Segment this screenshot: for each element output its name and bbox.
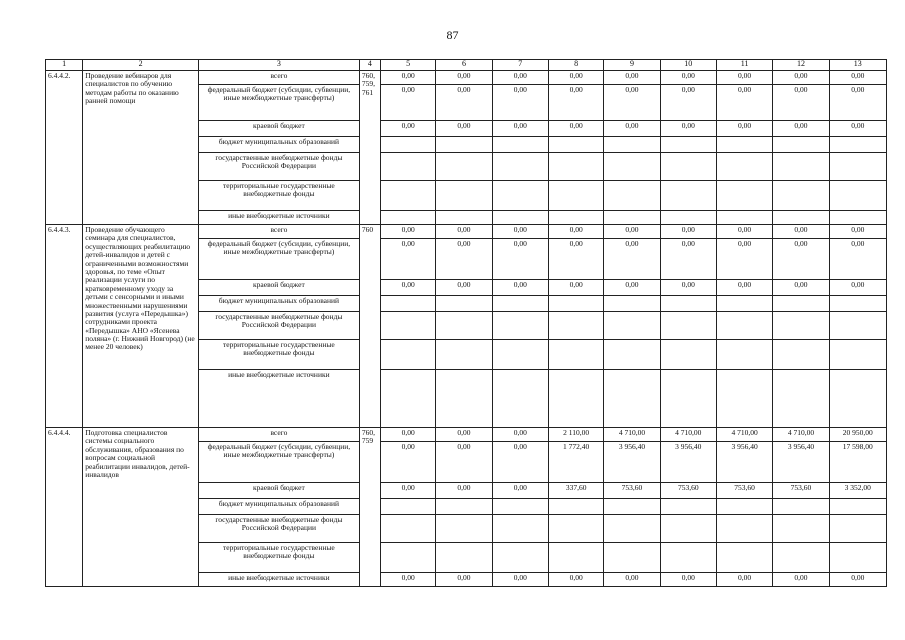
- amount-cell: [548, 340, 603, 370]
- amount-cell: [829, 153, 886, 181]
- amount-cell: 3 956,40: [604, 442, 660, 483]
- funding-source-label: всего: [198, 428, 359, 442]
- amount-cell: 753,60: [660, 483, 716, 499]
- amount-cell: 0,00: [548, 85, 603, 121]
- amount-cell: [380, 312, 435, 340]
- amount-cell: [716, 296, 772, 312]
- amount-cell: [660, 312, 716, 340]
- amount-cell: [492, 137, 548, 153]
- amount-cell: 0,00: [492, 239, 548, 280]
- amount-cell: [660, 137, 716, 153]
- header-row: [46, 60, 887, 71]
- amount-cell: [548, 296, 603, 312]
- amount-cell: 0,00: [660, 225, 716, 239]
- amount-cell: 0,00: [604, 573, 660, 587]
- amount-cell: [380, 515, 435, 543]
- amount-cell: [829, 181, 886, 211]
- amount-cell: [829, 543, 886, 573]
- amount-cell: 0,00: [773, 85, 829, 121]
- amount-cell: [660, 499, 716, 515]
- amount-cell: 0,00: [773, 280, 829, 296]
- amount-cell: 0,00: [492, 71, 548, 85]
- amount-cell: [492, 312, 548, 340]
- column-header: 10: [660, 60, 716, 71]
- amount-cell: [436, 296, 492, 312]
- funding-source-label: краевой бюджет: [198, 483, 359, 499]
- budget-code: 760, 759, 761: [359, 71, 380, 225]
- funding-source-label: краевой бюджет: [198, 121, 359, 137]
- amount-cell: 0,00: [716, 85, 772, 121]
- amount-cell: 0,00: [492, 573, 548, 587]
- amount-cell: [380, 211, 435, 225]
- amount-cell: 0,00: [380, 71, 435, 85]
- column-header: 4: [359, 60, 380, 71]
- amount-cell: 0,00: [716, 280, 772, 296]
- amount-cell: 0,00: [436, 121, 492, 137]
- amount-cell: 0,00: [604, 239, 660, 280]
- amount-cell: 0,00: [548, 121, 603, 137]
- amount-cell: 4 710,00: [773, 428, 829, 442]
- amount-cell: 0,00: [436, 428, 492, 442]
- column-header: 5: [380, 60, 435, 71]
- amount-cell: 0,00: [548, 239, 603, 280]
- funding-source-label: всего: [198, 71, 359, 85]
- amount-cell: 0,00: [716, 71, 772, 85]
- amount-cell: [380, 543, 435, 573]
- column-header: 2: [83, 60, 199, 71]
- amount-cell: [829, 340, 886, 370]
- amount-cell: [773, 211, 829, 225]
- amount-cell: [436, 181, 492, 211]
- amount-cell: [716, 543, 772, 573]
- amount-cell: 0,00: [604, 85, 660, 121]
- amount-cell: 0,00: [716, 239, 772, 280]
- amount-cell: 0,00: [604, 121, 660, 137]
- amount-cell: [604, 543, 660, 573]
- amount-cell: [773, 312, 829, 340]
- amount-cell: 0,00: [660, 121, 716, 137]
- amount-cell: [492, 543, 548, 573]
- amount-cell: [604, 153, 660, 181]
- amount-cell: [660, 211, 716, 225]
- amount-cell: [660, 370, 716, 428]
- amount-cell: [716, 340, 772, 370]
- amount-cell: [604, 312, 660, 340]
- amount-cell: 0,00: [380, 483, 435, 499]
- amount-cell: [829, 499, 886, 515]
- amount-cell: [604, 370, 660, 428]
- amount-cell: [604, 181, 660, 211]
- amount-cell: 3 956,40: [660, 442, 716, 483]
- column-header: 3: [198, 60, 359, 71]
- amount-cell: [604, 296, 660, 312]
- amount-cell: [436, 137, 492, 153]
- budget-table: [45, 59, 887, 587]
- amount-cell: 0,00: [436, 573, 492, 587]
- amount-cell: 0,00: [829, 573, 886, 587]
- amount-cell: 753,60: [773, 483, 829, 499]
- amount-cell: [716, 312, 772, 340]
- funding-source-label: государственные внебюджетные фонды Российской Федерации: [198, 515, 359, 543]
- amount-cell: [660, 515, 716, 543]
- amount-cell: 0,00: [604, 71, 660, 85]
- amount-cell: [716, 137, 772, 153]
- item-code: 6.4.4.2.: [46, 71, 83, 225]
- amount-cell: 0,00: [380, 442, 435, 483]
- amount-cell: 0,00: [548, 71, 603, 85]
- funding-source-label: федеральный бюджет (субсидии, субвенции, иные межбюджетные трансферты): [198, 85, 359, 121]
- amount-cell: 4 710,00: [660, 428, 716, 442]
- amount-cell: 1 772,40: [548, 442, 603, 483]
- amount-cell: [492, 499, 548, 515]
- amount-cell: 4 710,00: [716, 428, 772, 442]
- item-title: Проведение обучающего семинара для специалистов, осуществляющих реабилитацию детей-инвалидов и детей с ограниченными возможностями здоровья, по теме «Опыт реализации услуги по кратковременному уходу за детьми с сенсорными и иными множественными нарушениями развития (услуга «Передышка») сотрудниками проекта «Передышка» АНО «Ясенева поляна» (г. Нижний Новгород) (не менее 20 человек): [83, 225, 199, 428]
- column-header: 1: [46, 60, 83, 71]
- amount-cell: [773, 137, 829, 153]
- amount-cell: 0,00: [380, 225, 435, 239]
- amount-cell: [436, 211, 492, 225]
- amount-cell: [773, 181, 829, 211]
- amount-cell: [548, 181, 603, 211]
- amount-cell: 0,00: [773, 71, 829, 85]
- amount-cell: [829, 515, 886, 543]
- amount-cell: 0,00: [436, 239, 492, 280]
- item-code: 6.4.4.4.: [46, 428, 83, 587]
- amount-cell: 0,00: [829, 85, 886, 121]
- amount-cell: [604, 137, 660, 153]
- amount-cell: [660, 340, 716, 370]
- amount-cell: [380, 137, 435, 153]
- amount-cell: [773, 153, 829, 181]
- amount-cell: [829, 312, 886, 340]
- amount-cell: 0,00: [829, 121, 886, 137]
- amount-cell: 0,00: [604, 280, 660, 296]
- column-header: 13: [829, 60, 886, 71]
- amount-cell: [604, 499, 660, 515]
- amount-cell: 0,00: [492, 442, 548, 483]
- amount-cell: [773, 499, 829, 515]
- amount-cell: [716, 181, 772, 211]
- amount-cell: 0,00: [548, 573, 603, 587]
- amount-cell: 0,00: [829, 239, 886, 280]
- amount-cell: [548, 499, 603, 515]
- column-header: 7: [492, 60, 548, 71]
- amount-cell: 0,00: [773, 225, 829, 239]
- column-header: 8: [548, 60, 603, 71]
- amount-cell: 17 598,00: [829, 442, 886, 483]
- amount-cell: 0,00: [716, 121, 772, 137]
- amount-cell: [548, 153, 603, 181]
- table-row: [46, 428, 887, 442]
- item-title: Проведение вебинаров для специалистов по обучению методам работы по оказанию ранней помощи: [83, 71, 199, 225]
- amount-cell: 3 956,40: [773, 442, 829, 483]
- table-row: [46, 71, 887, 85]
- amount-cell: 0,00: [436, 280, 492, 296]
- amount-cell: [380, 340, 435, 370]
- amount-cell: [773, 370, 829, 428]
- funding-source-label: всего: [198, 225, 359, 239]
- amount-cell: [660, 296, 716, 312]
- amount-cell: [548, 370, 603, 428]
- amount-cell: [548, 211, 603, 225]
- amount-cell: 0,00: [436, 71, 492, 85]
- column-header: 6: [436, 60, 492, 71]
- funding-source-label: территориальные государственные внебюджетные фонды: [198, 181, 359, 211]
- amount-cell: 0,00: [829, 71, 886, 85]
- item-code: 6.4.4.3.: [46, 225, 83, 428]
- funding-source-label: федеральный бюджет (субсидии, субвенции, иные межбюджетные трансферты): [198, 239, 359, 280]
- amount-cell: 0,00: [492, 121, 548, 137]
- amount-cell: [548, 137, 603, 153]
- table-row: [46, 225, 887, 239]
- column-header: 9: [604, 60, 660, 71]
- amount-cell: [492, 153, 548, 181]
- column-header: 11: [716, 60, 772, 71]
- funding-source-label: государственные внебюджетные фонды Российской Федерации: [198, 312, 359, 340]
- amount-cell: 0,00: [716, 225, 772, 239]
- amount-cell: 0,00: [492, 225, 548, 239]
- amount-cell: 0,00: [829, 225, 886, 239]
- amount-cell: [492, 515, 548, 543]
- amount-cell: [380, 296, 435, 312]
- budget-code: 760: [359, 225, 380, 428]
- amount-cell: 753,60: [716, 483, 772, 499]
- amount-cell: [380, 153, 435, 181]
- amount-cell: [829, 370, 886, 428]
- amount-cell: 0,00: [380, 573, 435, 587]
- amount-cell: [436, 370, 492, 428]
- amount-cell: 0,00: [436, 442, 492, 483]
- amount-cell: 0,00: [492, 428, 548, 442]
- amount-cell: 0,00: [660, 280, 716, 296]
- funding-source-label: территориальные государственные внебюджетные фонды: [198, 340, 359, 370]
- amount-cell: 0,00: [660, 573, 716, 587]
- amount-cell: [548, 312, 603, 340]
- amount-cell: [829, 211, 886, 225]
- amount-cell: [660, 153, 716, 181]
- amount-cell: 0,00: [492, 280, 548, 296]
- funding-source-label: иные внебюджетные источники: [198, 211, 359, 225]
- amount-cell: 0,00: [773, 121, 829, 137]
- column-header: 12: [773, 60, 829, 71]
- funding-source-label: бюджет муниципальных образований: [198, 499, 359, 515]
- amount-cell: 0,00: [548, 280, 603, 296]
- amount-cell: 753,60: [604, 483, 660, 499]
- item-title: Подготовка специалистов системы социального обслуживания, образования по вопросам социальной реабилитации инвалидов, детей-инвалидов: [83, 428, 199, 587]
- amount-cell: 0,00: [716, 573, 772, 587]
- funding-source-label: государственные внебюджетные фонды Российской Федерации: [198, 153, 359, 181]
- amount-cell: [380, 181, 435, 211]
- funding-source-label: бюджет муниципальных образований: [198, 296, 359, 312]
- amount-cell: 0,00: [660, 239, 716, 280]
- amount-cell: [829, 296, 886, 312]
- amount-cell: [716, 499, 772, 515]
- amount-cell: 3 352,00: [829, 483, 886, 499]
- amount-cell: [492, 181, 548, 211]
- amount-cell: 20 950,00: [829, 428, 886, 442]
- amount-cell: 0,00: [773, 573, 829, 587]
- amount-cell: 0,00: [380, 239, 435, 280]
- amount-cell: [436, 499, 492, 515]
- funding-source-label: бюджет муниципальных образований: [198, 137, 359, 153]
- amount-cell: [716, 515, 772, 543]
- amount-cell: [773, 543, 829, 573]
- amount-cell: [436, 515, 492, 543]
- amount-cell: 3 956,40: [716, 442, 772, 483]
- amount-cell: [548, 515, 603, 543]
- amount-cell: 0,00: [548, 225, 603, 239]
- page-number: 87: [446, 28, 459, 42]
- amount-cell: [436, 340, 492, 370]
- amount-cell: 0,00: [604, 225, 660, 239]
- amount-cell: [604, 211, 660, 225]
- amount-cell: [492, 370, 548, 428]
- amount-cell: 2 110,00: [548, 428, 603, 442]
- amount-cell: [660, 543, 716, 573]
- amount-cell: 0,00: [436, 225, 492, 239]
- budget-code: 760, 759: [359, 428, 380, 587]
- amount-cell: 0,00: [380, 280, 435, 296]
- amount-cell: [548, 543, 603, 573]
- amount-cell: 0,00: [436, 85, 492, 121]
- amount-cell: [604, 515, 660, 543]
- amount-cell: 0,00: [492, 483, 548, 499]
- amount-cell: [492, 340, 548, 370]
- amount-cell: 0,00: [660, 85, 716, 121]
- amount-cell: [716, 211, 772, 225]
- funding-source-label: краевой бюджет: [198, 280, 359, 296]
- amount-cell: 4 710,00: [604, 428, 660, 442]
- amount-cell: [829, 137, 886, 153]
- amount-cell: [716, 370, 772, 428]
- funding-source-label: территориальные государственные внебюджетные фонды: [198, 543, 359, 573]
- amount-cell: [492, 211, 548, 225]
- amount-cell: 0,00: [773, 239, 829, 280]
- amount-cell: [436, 312, 492, 340]
- amount-cell: 0,00: [380, 85, 435, 121]
- amount-cell: 0,00: [380, 121, 435, 137]
- amount-cell: [773, 296, 829, 312]
- amount-cell: [716, 153, 772, 181]
- table-body: [46, 71, 887, 587]
- amount-cell: [380, 499, 435, 515]
- amount-cell: 0,00: [829, 280, 886, 296]
- amount-cell: [773, 515, 829, 543]
- amount-cell: 0,00: [436, 483, 492, 499]
- amount-cell: [604, 340, 660, 370]
- funding-source-label: федеральный бюджет (субсидии, субвенции, иные межбюджетные трансферты): [198, 442, 359, 483]
- amount-cell: [492, 296, 548, 312]
- amount-cell: 0,00: [660, 71, 716, 85]
- funding-source-label: иные внебюджетные источники: [198, 370, 359, 428]
- amount-cell: 0,00: [492, 85, 548, 121]
- amount-cell: 0,00: [380, 428, 435, 442]
- amount-cell: [436, 543, 492, 573]
- amount-cell: [380, 370, 435, 428]
- funding-source-label: иные внебюджетные источники: [198, 573, 359, 587]
- amount-cell: 337,60: [548, 483, 603, 499]
- amount-cell: [436, 153, 492, 181]
- amount-cell: [660, 181, 716, 211]
- amount-cell: [773, 340, 829, 370]
